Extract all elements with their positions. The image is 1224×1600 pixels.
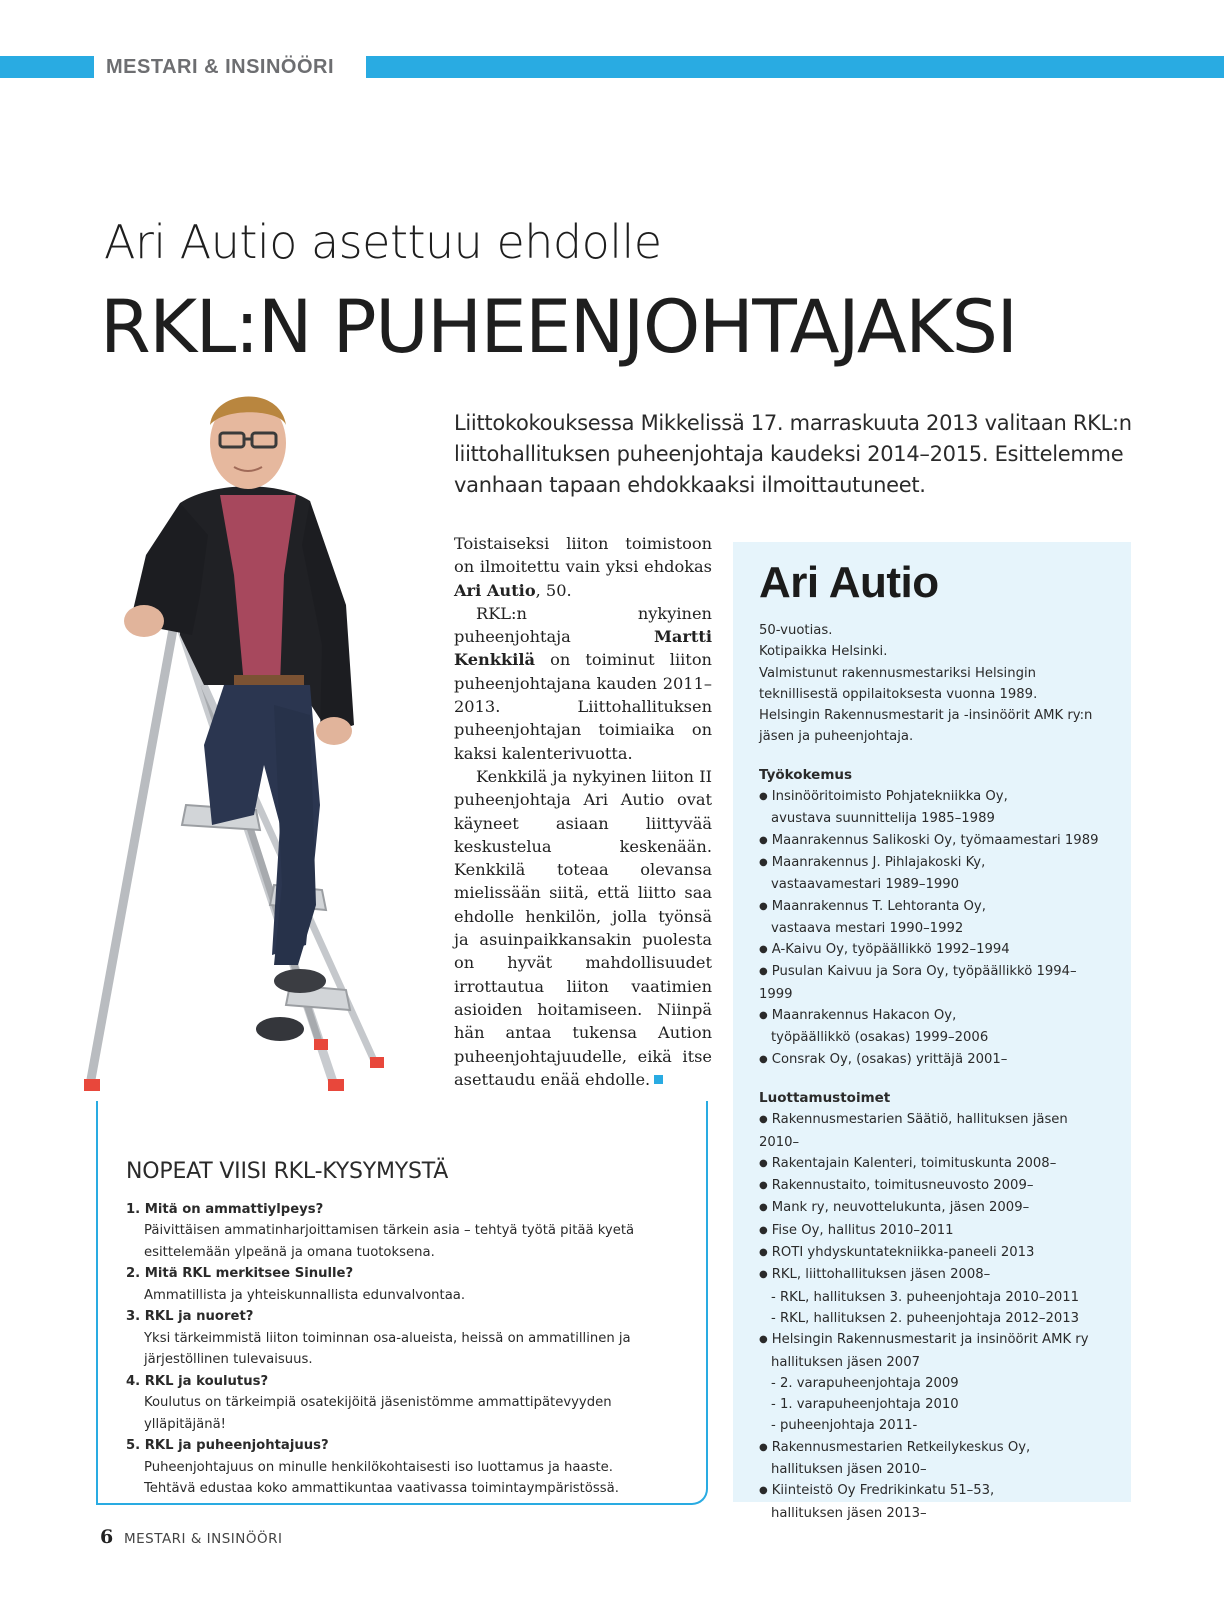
- trust-item-detail: hallituksen jäsen 2013–: [771, 1505, 927, 1521]
- question: 5. RKL ja puheenjohtajuus?: [126, 1438, 329, 1453]
- work-item: ● Consrak Oy, (osakas) yrittäjä 2001–: [759, 1049, 1107, 1071]
- profile-intro-line: teknillisestä oppilaitoksesta vuonna 1989.: [759, 686, 1038, 702]
- work-item-detail: avustava suunnittelija 1985–1989: [771, 811, 995, 827]
- profile-intro: [759, 620, 1107, 748]
- headline-title: RKL:N PUHEENJOHTAJAKSI: [100, 285, 1017, 370]
- question: 3. RKL ja nuoret?: [126, 1309, 254, 1324]
- trust-item: ● Kiinteistö Oy Fredrikinkatu 51–53,: [759, 1480, 1107, 1502]
- work-item: ● Insinööritoimisto Pohjatekniikka Oy,: [759, 786, 1107, 808]
- answer-line: järjestöllinen tulevaisuus.: [144, 1352, 313, 1367]
- work-item: ● A-Kaivu Oy, työpäällikkö 1992–1994: [759, 939, 1107, 961]
- questions-list: [126, 1199, 696, 1500]
- work-heading: Työkokemus: [759, 766, 853, 783]
- trust-item: ● Rakentajain Kalenteri, toimituskunta 2008–: [759, 1153, 1107, 1175]
- work-item: ● Maanrakennus T. Lehtoranta Oy,: [759, 896, 1107, 918]
- lead-paragraph: Liittokokouksessa Mikkelissä 17. marraskuuta 2013 valitaan RKL:n liittohallituksen puheenjohtaja kaudeksi 2014–2015. Esittelemme vanhaan tapaan ehdokkaaksi ilmoittautuneet.: [454, 411, 1132, 497]
- body-paragraph-2: RKL:n nykyinen puheenjohtaja Martti Kenkkilä on toiminut liiton puheenjohtajana kauden 2011–2013. Liittohallituksen puheenjohtajan toimiaika on kaksi kalenterivuotta.: [454, 603, 712, 763]
- work-item: ● Maanrakennus Hakacon Oy,: [759, 1005, 1107, 1027]
- trust-item-detail: hallituksen jäsen 2007: [771, 1354, 920, 1370]
- headline-kicker: Ari Autio asettuu ehdolle: [104, 215, 662, 269]
- page-number: 6: [100, 1526, 114, 1548]
- trust-item: ● Fise Oy, hallitus 2010–2011: [759, 1220, 1107, 1242]
- question: 1. Mitä on ammattiylpeys?: [126, 1201, 324, 1217]
- trust-item: ● Helsingin Rakennusmestarit ja insinöörit AMK ry: [759, 1329, 1107, 1351]
- work-item: ● Pusulan Kaivuu ja Sora Oy, työpäällikkö 1994–1999: [759, 961, 1107, 1005]
- profile-box: [733, 542, 1131, 1521]
- profile-intro-line: Valmistunut rakennusmestariksi Helsingin: [759, 665, 1036, 681]
- work-item-detail: vastaavamestari 1989–1990: [771, 877, 960, 893]
- work-item-detail: työpäällikkö (osakas) 1999–2006: [771, 1030, 989, 1046]
- body-paragraph-3: Kenkkilä ja nykyinen liiton II puheenjohtaja Ari Autio ovat käyneet asiaan liittyvää keskustelua keskenään. Kenkkilä toteaa olevansa mielissään siitä, että liitto saa ehdolle henkilön, jolla työnsä ja asuinpaikkansakin puolesta on hyvät mahdollisuudet irrottautua liiton vaatimien asioiden hoitamiseen. Niinpä hän antaa tukensa Aution puheenjohtajuudelle, eikä itse asettaudu enää ehdolle.: [454, 766, 712, 1089]
- work-item-detail: vastaava mestari 1990–1992: [771, 920, 964, 936]
- body-paragraph-1: Toistaiseksi liiton toimistoon on ilmoitettu vain yksi ehdokas Ari Autio, 50.: [454, 534, 712, 600]
- answer-line: Ammatillista ja yhteiskunnallista edunvalvontaa.: [144, 1287, 466, 1303]
- answer-line: Puheenjohtajuus on minulle henkilökohtaisesti iso luottamus ja haaste.: [144, 1459, 613, 1475]
- trust-heading: Luottamustoimet: [759, 1089, 891, 1106]
- profile-intro-line: jäsen ja puheenjohtaja.: [759, 729, 914, 745]
- end-mark-icon: [654, 1075, 663, 1084]
- trust-item: ● Rakennustaito, toimitusneuvosto 2009–: [759, 1175, 1107, 1197]
- header-bar-left: [0, 56, 94, 78]
- work-list: [759, 786, 1107, 1071]
- trust-item-detail: - RKL, hallituksen 2. puheenjohtaja 2012–2013: [771, 1310, 1080, 1326]
- trust-item: ● ROTI yhdyskuntatekniikka-paneeli 2013: [759, 1242, 1107, 1264]
- answer-line: Päivittäisen ammatinharjoittamisen tärkein asia – tehtyä työtä pitää kyetä: [144, 1223, 635, 1238]
- header-bar-right: [366, 56, 1224, 78]
- question: 2. Mitä RKL merkitsee Sinulle?: [126, 1266, 354, 1281]
- work-item: ● Maanrakennus Salikoski Oy, työmaamestari 1989: [759, 830, 1107, 852]
- trust-item: ● Rakennusmestarien Retkeilykeskus Oy,: [759, 1437, 1107, 1459]
- chair-name: Martti Kenkkilä: [454, 627, 712, 670]
- questions-content: [126, 1161, 696, 1500]
- profile-intro-line: 50-vuotias.: [759, 623, 833, 638]
- answer-line: Koulutus on tärkeimpiä osatekijöitä jäsenistömme ammattipätevyyden ylläpitäjänä!: [144, 1395, 612, 1432]
- answer-line: esittelemään ylpeänä ja omana tuotoksena.: [144, 1244, 435, 1260]
- trust-item-detail: - 2. varapuheenjohtaja 2009: [771, 1375, 959, 1391]
- trust-list: [759, 1109, 1107, 1524]
- trust-item-detail: - RKL, hallituksen 3. puheenjohtaja 2010–2011: [771, 1289, 1080, 1305]
- trust-item-detail: - puheenjohtaja 2011-: [771, 1418, 918, 1434]
- answer-line: Tehtävä edustaa koko ammattikuntaa vaativassa toimintaympäristössä.: [144, 1481, 619, 1496]
- profile-intro-line: Kotipaikka Helsinki.: [759, 644, 888, 660]
- trust-item-detail: - 1. varapuheenjohtaja 2010: [771, 1397, 959, 1413]
- trust-item: ● Mank ry, neuvottelukunta, jäsen 2009–: [759, 1197, 1107, 1219]
- portrait-photo: [84, 385, 440, 1105]
- article-body: [454, 532, 712, 1091]
- footer-magazine-name: MESTARI & INSINÖÖRI: [124, 1531, 283, 1547]
- answer-line: Yksi tärkeimmistä liiton toiminnan osa-alueista, heissä on ammatillinen ja: [144, 1330, 631, 1346]
- trust-item: ● RKL, liittohallituksen jäsen 2008–: [759, 1264, 1107, 1286]
- section-label: MESTARI & INSINÖÖRI: [106, 56, 335, 78]
- trust-item: ● Rakennusmestarien Säätiö, hallituksen jäsen 2010–: [759, 1109, 1107, 1153]
- work-item: ● Maanrakennus J. Pihlajakoski Ky,: [759, 852, 1107, 874]
- candidate-name: Ari Autio: [454, 580, 536, 600]
- questions-title: NOPEAT VIISI RKL-KYSYMYSTÄ: [126, 1159, 449, 1184]
- profile-intro-line: Helsingin Rakennusmestarit ja -insinöörit AMK ry:n: [759, 708, 1093, 724]
- trust-item-detail: hallituksen jäsen 2010–: [771, 1461, 927, 1477]
- question: 4. RKL ja koulutus?: [126, 1373, 269, 1389]
- profile-name: Ari Autio: [759, 558, 939, 607]
